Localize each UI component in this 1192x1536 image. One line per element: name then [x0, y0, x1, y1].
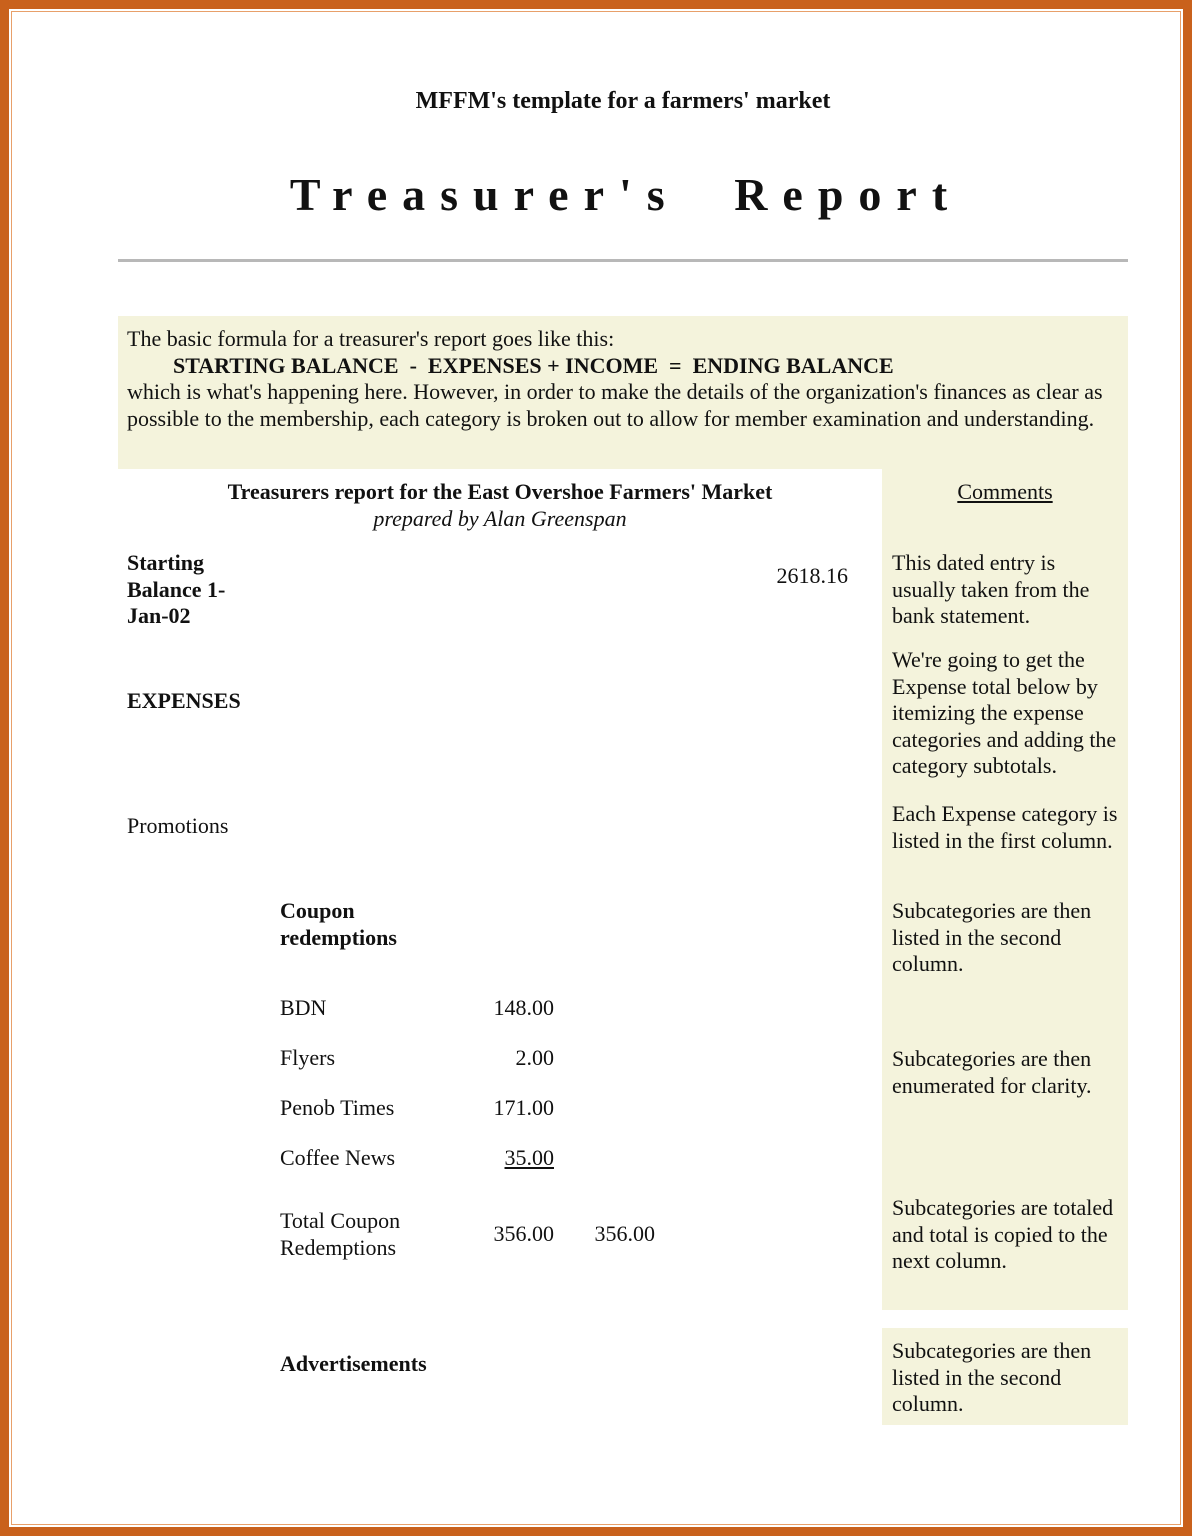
starting-balance-label: Starting Balance 1-Jan-02 [127, 550, 226, 628]
total-coupon-carried: 356.00 [594, 1221, 655, 1246]
comment-advertisements: Subcategories are then listed in the second column. [892, 1338, 1092, 1416]
title-divider [118, 259, 1128, 262]
comment-expenses: We're going to get the Expense total below by itemizing the expense categories and adding the category subtotals. [892, 647, 1117, 778]
template-subtitle: MFFM's template for a farmers' market [415, 88, 831, 114]
item-amount-underlined: 35.00 [504, 1145, 554, 1170]
intro-box [118, 316, 1128, 469]
comments-heading: Comments [957, 479, 1053, 504]
promotions-label: Promotions [127, 813, 229, 838]
item-amount: 2.00 [515, 1045, 554, 1070]
item-name: BDN [280, 995, 327, 1020]
total-coupon-label: Total Coupon Redemptions [280, 1208, 401, 1260]
advertisements-label: Advertisements [280, 1351, 427, 1376]
comment-subcategories: Subcategories are then listed in the second column. [892, 898, 1092, 976]
comment-totaled: Subcategories are totaled and total is copied to the next column. [892, 1195, 1114, 1273]
comment-enumerated: Subcategories are then enumerated for clarity. [892, 1046, 1092, 1098]
comment-starting-balance: This dated entry is usually taken from the bank statement. [892, 550, 1090, 628]
coupon-redemptions-label: Coupon redemptions [280, 898, 397, 950]
total-coupon-amount: 356.00 [493, 1221, 554, 1246]
comment-category: Each Expense category is listed in the first column. [892, 801, 1118, 853]
item-name: Coffee News [280, 1145, 396, 1170]
intro-line: The basic formula for a treasurer's report goes like this: [127, 326, 615, 351]
item-amount: 171.00 [493, 1095, 554, 1120]
item-amount: 148.00 [493, 995, 554, 1020]
item-name: Penob Times [280, 1095, 395, 1120]
page-title: Treasurer's Report [289, 169, 963, 220]
report-heading: Treasurers report for the East Overshoe Farmers' Market [227, 479, 773, 504]
intro-body: which is what's happening here. However, in order to make the details of the organization's finances as clear as possible to the membership, each category is broken out to allow for member examination and understanding. [127, 379, 1103, 431]
starting-balance-value: 2618.16 [776, 563, 848, 588]
item-amount [450, 1145, 554, 1171]
expenses-label: EXPENSES [127, 688, 241, 713]
item-name: Flyers [280, 1045, 335, 1070]
formula-line: STARTING BALANCE - EXPENSES + INCOME = ENDING BALANCE [173, 352, 894, 378]
prepared-by: prepared by Alan Greenspan [373, 506, 627, 531]
